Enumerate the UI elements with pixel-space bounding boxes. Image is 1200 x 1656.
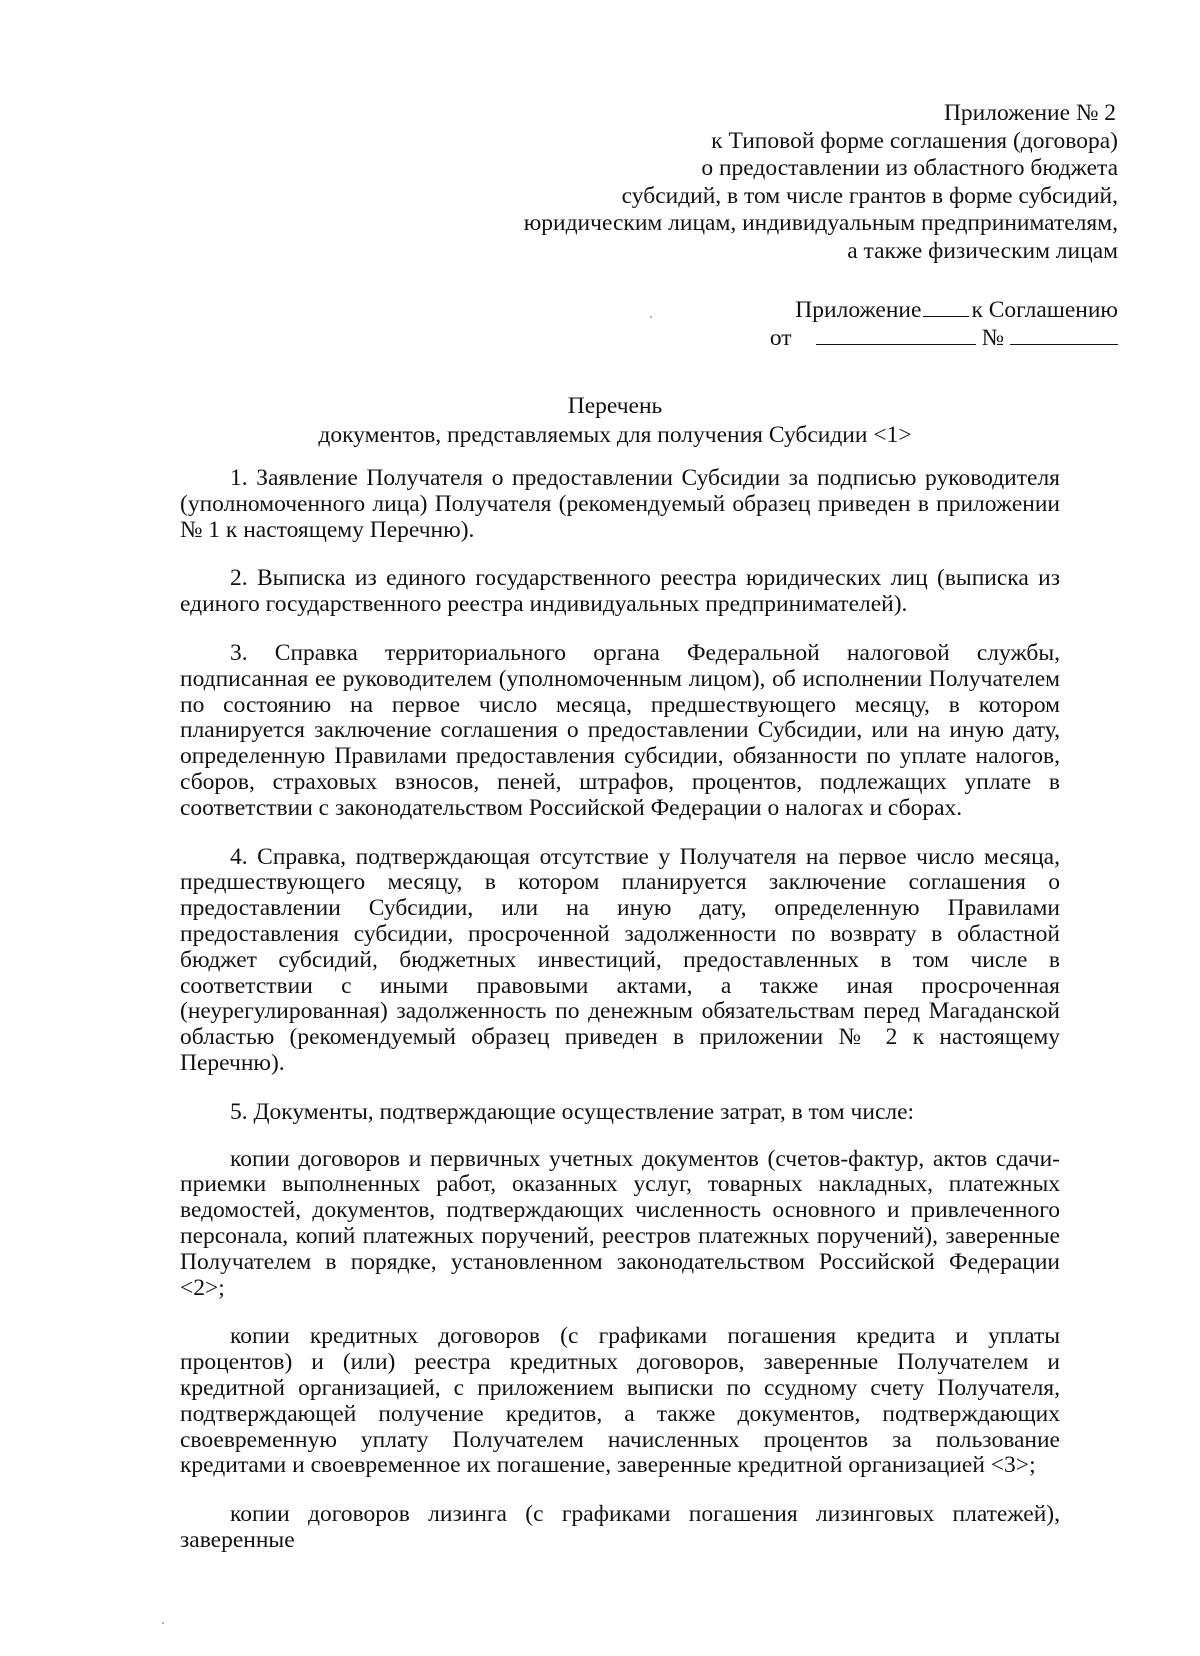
list-item: 3. Справка территориального органа Федеральной налоговой службы, подписанная ее руководителем (уполномоченным лицом), об исполнении Получателем по состоянию на первое число месяца, предшествующего месяцу, в котором планируется заключение соглашения о предоставлении Субсидии, или на иную дату, определенную Правилами предоставления субсидии, обязанности по уплате налогов, сборов, страховых взносов, пеней, штрафов, процентов, подлежащих уплате в соответствии с законодательством Российской Федерации о налогах и сборах. [180,639,1060,821]
list-subitem: копии договоров и первичных учетных документов (счетов-фактур, актов сдачи-приемки выполненных работ, оказанных услуг, товарных накладных, платежных ведомостей, документов, подтверждающих численность основного и привлеченного персонала, копий платежных поручений, реестров платежных поручений), заверенные Получателем в порядке, установленном законодательством Российской Федерации <2>; [180,1145,1060,1301]
document-title [0,392,1200,450]
list-subitem: копии кредитных договоров (с графиками погашения кредита и уплаты процентов) и (или) реестра кредитных договоров, заверенные Получателем и кредитной организацией, с приложением выписки по ссудному счету Получателя, подтверждающей получение кредитов, а также документов, подтверждающих своевременную уплату Получателем начисленных процентов за пользование кредитами и своевременное их погашение, заверенные кредитной организацией <3>; [180,1323,1060,1479]
agreement-prefix: Приложение [795,297,922,323]
agreement-suffix: к Соглашению [971,297,1118,323]
agreement-number-blank [1010,324,1118,345]
list-item: 2. Выписка из единого государственного реестра юридических лиц (выписка из единого государственного реестра индивидуальных предпринимателей). [180,565,1060,618]
agreement-reference [698,296,1118,352]
document-body [180,466,1060,1577]
scan-speck [162,1622,164,1624]
list-item: 1. Заявление Получателя о предоставлении Субсидии за подписью руководителя (уполномоченного лица) Получателя (рекомендуемый образец приведен в приложении № 1 к настоящему Перечню). [180,465,1060,543]
title-line-1: Перечень [567,393,663,419]
agreement-date-row [698,324,1118,352]
appendix-header-line: к Типовой форме соглашения (договора) [711,127,1118,154]
scan-speck [650,316,652,318]
title-line-2: документов, представляемых для получения Субсидии <1> [318,422,912,448]
appendix-number-blank [923,296,969,317]
number-label: № [981,325,1004,351]
agreement-appendix-row [698,296,1118,324]
date-blank [816,324,976,345]
appendix-header [418,100,1118,265]
appendix-header-line: Приложение № 2 [943,100,1116,126]
list-subitem: копии договоров лизинга (с графиками погашения лизинговых платежей), заверенные [180,1501,1060,1553]
list-item: 5. Документы, подтверждающие осуществление затрат, в том числе: [230,1098,915,1125]
list-item: 4. Справка, подтверждающая отсутствие у Получателя на первое число месяца, предшествующего месяцу, в котором планируется заключение соглашения о предоставлении Субсидии, или на иную дату, определенную Правилами предоставления субсидии, просроченной задолженности по возврату в областной бюджет субсидий, бюджетных инвестиций, предоставленных в том числе в соответствии с иными правовыми актами, а также иная просроченная (неурегулированная) задолженность по денежным обязательствам перед Магаданской областью (рекомендуемый образец приведен в приложении № 2 к настоящему Перечню). [180,843,1060,1076]
appendix-header-line: а также физическим лицам [847,237,1118,264]
appendix-header-line: субсидий, в том числе грантов в форме субсидий, [621,182,1118,209]
appendix-header-line: юридическим лицам, индивидуальным предпринимателям, [523,210,1118,236]
appendix-header-line: о предоставлении из областного бюджета [701,155,1118,181]
from-label: от [769,325,792,351]
